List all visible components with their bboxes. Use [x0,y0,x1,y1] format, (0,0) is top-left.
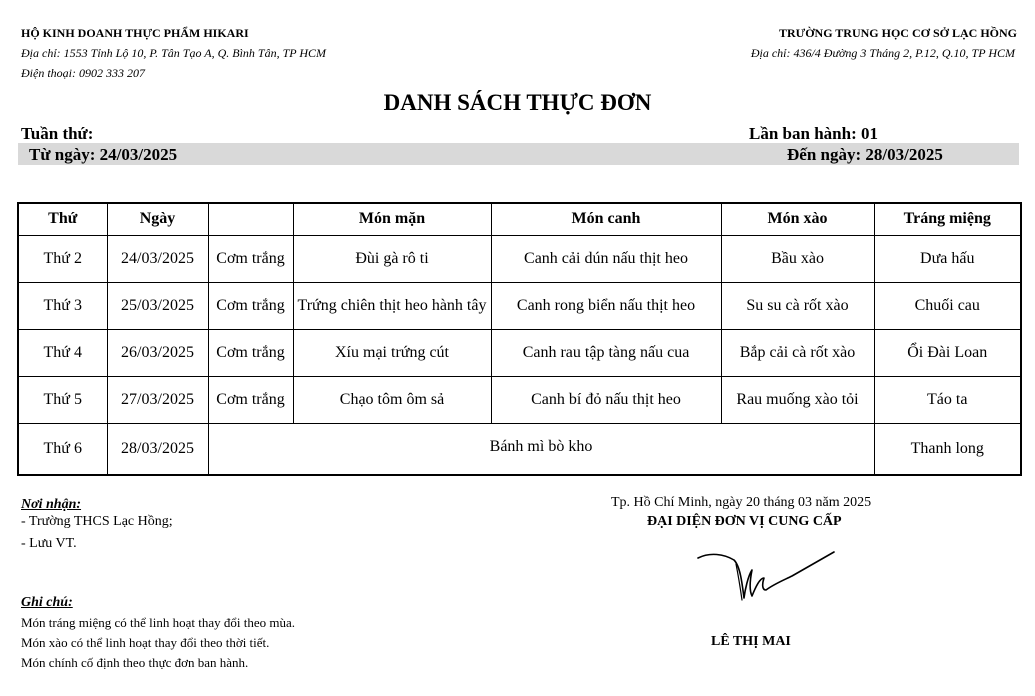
recipients-label: Nơi nhận: [21,497,82,512]
cell-rice: Cơm trắng [208,376,293,423]
week-label: Tuần thứ: [21,124,94,143]
cell-main-dish: Đùi gà rô ti [293,235,491,282]
header-soup: Món canh [491,203,721,235]
issue-label: Lần ban hành: 01 [749,124,878,143]
cell-stir-fry: Su su cà rốt xào [721,282,874,329]
cell-dessert: Thanh long [874,423,1021,475]
cell-dessert: Ổi Đài Loan [874,329,1021,376]
supplier-address: Địa chỉ: 1553 Tỉnh Lộ 10, P. Tân Tạo A, Q. Bình Tân, TP HCM [21,46,327,60]
cell-main-merged: Bánh mì bò kho [208,423,874,475]
signer-name: LÊ THỊ MAI [711,634,791,649]
cell-main-dish: Xíu mại trứng cút [293,329,491,376]
note-item: Món tráng miệng có thể linh hoạt thay đổi theo mùa. [21,615,296,630]
cell-day: Thứ 5 [18,376,107,423]
cell-stir-fry: Rau muống xào tỏi [721,376,874,423]
cell-day: Thứ 2 [18,235,107,282]
cell-day: Thứ 6 [18,423,107,475]
header-date: Ngày [107,203,208,235]
cell-main-dish: Trứng chiên thịt heo hành tây [293,282,491,329]
cell-stir-fry: Bắp cải cà rốt xào [721,329,874,376]
header-main-dish: Món mặn [293,203,491,235]
cell-rice: Cơm trắng [208,235,293,282]
cell-rice: Cơm trắng [208,282,293,329]
cell-dessert: Táo ta [874,376,1021,423]
cell-date: 24/03/2025 [107,235,208,282]
cell-dessert: Chuối cau [874,282,1021,329]
header-day: Thứ [18,203,107,235]
table-row [18,282,1021,329]
note-item: Món chính cố định theo thực đơn ban hành. [21,655,249,670]
cell-day: Thứ 4 [18,329,107,376]
menu-table [17,202,1022,476]
cell-soup: Canh cải dún nấu thịt heo [491,235,721,282]
document-title: DANH SÁCH THỰC ĐƠN [383,90,652,115]
cell-rice: Cơm trắng [208,329,293,376]
table-row [18,376,1021,423]
recipient-item: - Lưu VT. [21,536,77,551]
table-row [18,329,1021,376]
header-dessert: Tráng miệng [874,203,1021,235]
school-name: TRƯỜNG TRUNG HỌC CƠ SỞ LẠC HỒNG [778,26,1017,40]
recipient-item: - Trường THCS Lạc Hồng; [21,514,173,529]
cell-soup: Canh rau tập tàng nấu cua [491,329,721,376]
cell-date: 28/03/2025 [107,423,208,475]
cell-soup: Canh bí đỏ nấu thịt heo [491,376,721,423]
table-row [18,423,1021,475]
notes-label: Ghi chú: [21,595,73,610]
signature-image [696,546,838,606]
cell-date: 25/03/2025 [107,282,208,329]
school-address: Địa chỉ: 436/4 Đường 3 Tháng 2, P.12, Q.10, TP HCM [750,46,1015,60]
header-stir-fry: Món xào [721,203,874,235]
cell-dessert: Dưa hấu [874,235,1021,282]
place-date: Tp. Hồ Chí Minh, ngày 20 tháng 03 năm 2025 [611,495,872,510]
cell-main-dish: Chạo tôm ôm sả [293,376,491,423]
table-header-row [18,203,1021,235]
supplier-name: HỘ KINH DOANH THỰC PHẨM HIKARI [21,26,249,40]
to-date: Đến ngày: 28/03/2025 [787,145,943,164]
table-row [18,235,1021,282]
cell-date: 26/03/2025 [107,329,208,376]
supplier-phone: Điện thoại: 0902 333 207 [21,66,145,80]
note-item: Món xào có thể linh hoạt thay đổi theo thời tiết. [21,635,270,650]
header-rice [208,203,293,235]
from-date: Từ ngày: 24/03/2025 [29,145,178,164]
cell-date: 27/03/2025 [107,376,208,423]
cell-stir-fry: Bầu xào [721,235,874,282]
cell-day: Thứ 3 [18,282,107,329]
cell-soup: Canh rong biển nấu thịt heo [491,282,721,329]
signer-role: ĐẠI DIỆN ĐƠN VỊ CUNG CẤP [647,514,842,529]
